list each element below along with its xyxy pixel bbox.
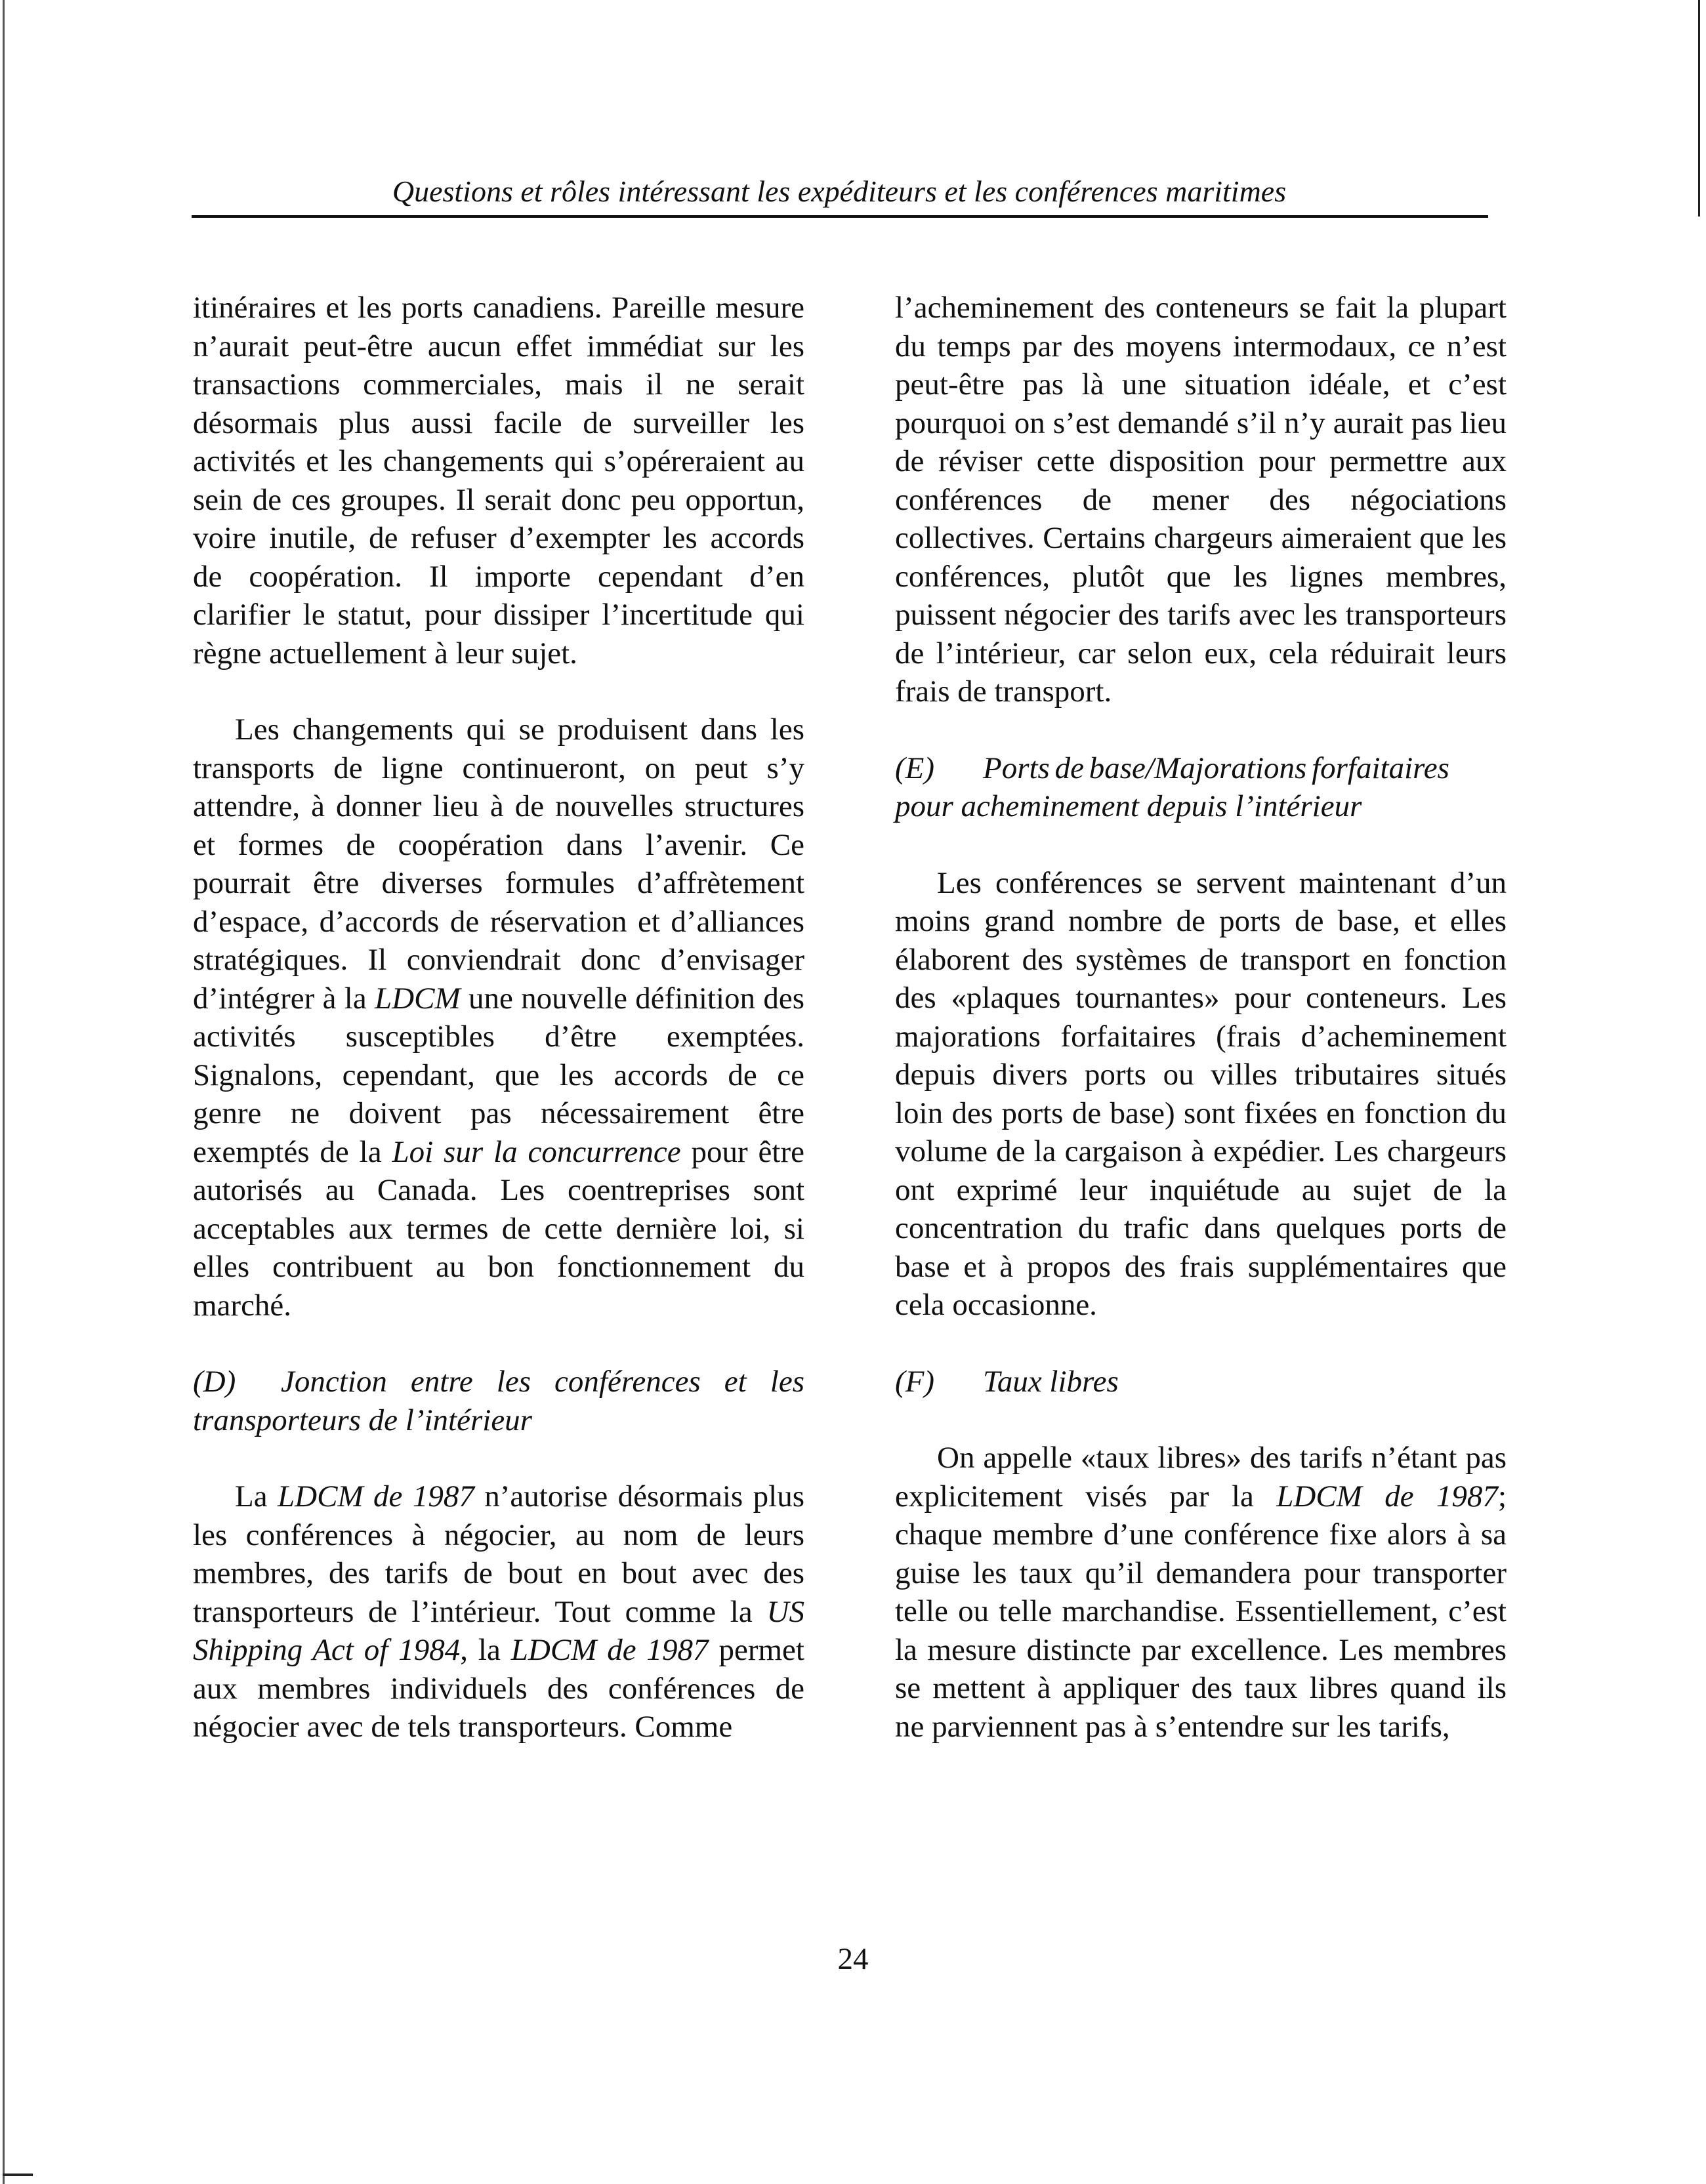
- section-label: (D): [193, 1365, 236, 1399]
- text-run: La: [235, 1479, 278, 1514]
- scan-corner-mark: [3, 2174, 33, 2176]
- section-heading-f: [895, 1363, 1507, 1401]
- left-column: [193, 289, 804, 1746]
- section-heading-d: [193, 1363, 804, 1439]
- paragraph: Les conférences se servent maintenant d’un moins grand nombre de ports de base, et elles élaborent des systèmes de transport en fonction des «plaques tournantes» pour conteneurs. Les majorations forfaitaires (frais d’acheminement depuis divers ports ou villes tributaires situés loin des ports de base) sont fixées en fonction du volume de la cargaison à expédier. Les chargeurs ont exprimé leur inquiétude au sujet de la concentration du trafic dans quelques ports de base et à propos des frais supplémentaires que cela occasionne.: [895, 865, 1507, 1322]
- section-title: Ports de base/Majorations forfaitaires: [983, 751, 1449, 785]
- paragraph: [193, 1477, 804, 1746]
- page-number: 24: [837, 1942, 869, 1976]
- section-heading-e: [895, 749, 1507, 826]
- text-run: n’autorise désormais plus les conférences à négocier, au nom de leurs membres, des tarifs de bout en bout avec des transporteurs de l’intérieur. Tout comme la: [193, 1479, 804, 1629]
- section-label: (E): [895, 751, 935, 785]
- running-header: Questions et rôles intéressant les expéditeurs et les conférences maritimes: [392, 175, 1287, 208]
- text-run: ; chaque membre d’une conférence fixe alors à sa guise les taux qu’il demandera pour transporter telle ou telle marchandise. Essentiellement, c’est la mesure distincte par excellence. Les membres se mettent à appliquer des taux libres quand ils ne parviennent pas à s’entendre sur les tarifs,: [895, 1479, 1507, 1744]
- scan-edge-line: [1698, 0, 1700, 216]
- law-reference: LDCM de 1987: [510, 1633, 709, 1667]
- text-run: , la: [460, 1633, 511, 1667]
- text-run: une nouvelle définition des activités susceptibles d’être exemptées. Signalons, cependant, que les accords de ce genre ne doivent pas nécessairement être exemptés de la: [193, 981, 804, 1169]
- right-column: [895, 289, 1507, 1746]
- section-title: Taux libres: [983, 1364, 1119, 1399]
- law-reference: LDCM: [375, 981, 461, 1016]
- section-title-continued: pour acheminement depuis l’intérieur: [895, 789, 1362, 823]
- header-rule: [192, 215, 1488, 218]
- paragraph: [193, 711, 804, 1325]
- text-run: pour être autorisés au Canada. Les coentreprises sont acceptables aux termes de cette dernière loi, si elles contribuent au bon fonctionnement du marché.: [193, 1134, 804, 1323]
- text-run: permet aux membres individuels des conférences de négocier avec de tels transporteurs. Comme: [193, 1633, 804, 1744]
- scan-edge-line: [3, 0, 5, 2184]
- paragraph: l’acheminement des conteneurs se fait la plupart du temps par des moyens intermodaux, ce n’est peut-être pas là une situation idéale, et c’est pourquoi on s’est demandé s’il n’y aurait pas lieu de réviser cette disposition pour permettre aux conférences de mener des négociations collectives. Certains chargeurs aimeraient que les conférences, plutôt que les lignes membres, puissent négocier des tarifs avec les transporteurs de l’intérieur, car selon eux, cela réduirait leurs frais de transport.: [895, 291, 1507, 709]
- law-reference: Loi sur la concurrence: [392, 1134, 681, 1169]
- paragraph: itinéraires et les ports canadiens. Pareille mesure n’aurait peut-être aucun effet immédiat sur les transactions commerciales, mais il ne serait désormais plus aussi facile de surveiller les activités et les changements qui s’opéreraient au sein de ces groupes. Il serait donc peu opportun, voire inutile, de refuser d’exempter les accords de coopération. Il importe cependant d’en clarifier le statut, pour dissiper l’incertitude qui règne actuellement à leur sujet.: [193, 291, 804, 670]
- section-label: (F): [895, 1364, 935, 1399]
- text-run: Les changements qui se produisent dans les transports de ligne continueront, on peut s’y attendre, à donner lieu à de nouvelles structures et formes de coopération dans l’avenir. Ce pourrait être diverses formules d’affrètement d’espace, d’accords de réservation et d’alliances stratégiques. Il conviendrait donc d’envisager d’intégrer à la: [193, 712, 804, 1016]
- law-reference: LDCM de 1987: [1276, 1479, 1498, 1514]
- law-reference: LDCM de 1987: [278, 1479, 474, 1514]
- law-reference: US Shipping Act of 1984: [193, 1594, 804, 1667]
- paragraph: [895, 1439, 1507, 1746]
- text-run: On appelle «taux libres» des tarifs n’étant pas explicitement visés par la: [895, 1441, 1507, 1514]
- section-title: Jonction entre les conférences et les transporteurs de l’intérieur: [193, 1365, 804, 1437]
